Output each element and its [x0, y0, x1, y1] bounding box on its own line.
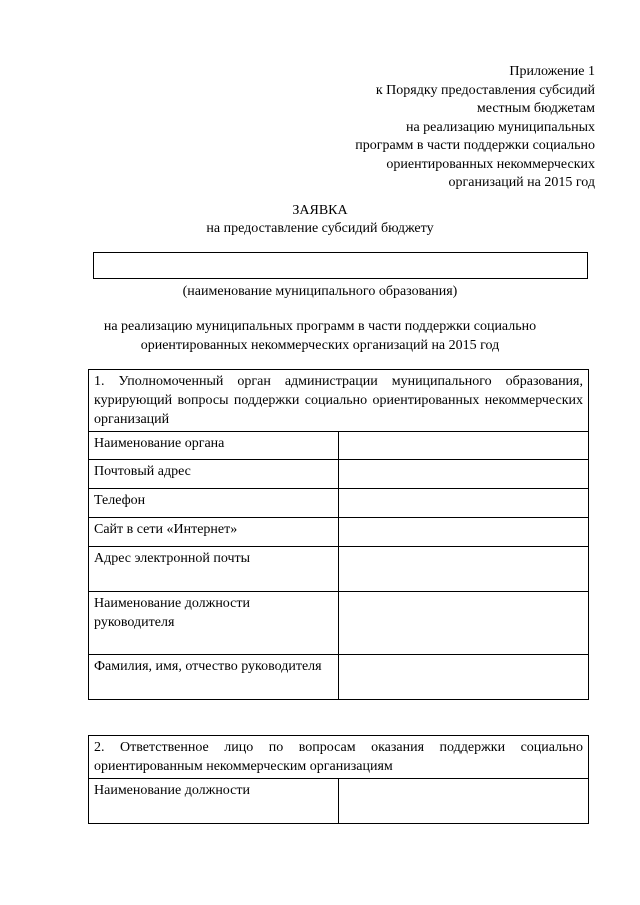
appendix-line: к Порядку предоставления субсидий	[375, 82, 595, 98]
municipality-field[interactable]	[93, 252, 588, 279]
section2-table	[88, 735, 589, 824]
purpose-line: на реализацию муниципальных программ в части поддержки социально	[103, 319, 537, 334]
position-field[interactable]	[339, 779, 589, 824]
purpose-line: ориентированных некоммерческих организаций на 2015 год	[140, 338, 500, 353]
row-label: Наименование должности руководителя	[89, 592, 339, 655]
document-title: ЗАЯВКА	[292, 203, 348, 218]
head-position-field[interactable]	[339, 592, 589, 655]
section1-header: 1. Уполномоченный орган администрации муниципального образования, курирующий вопросы поддержки социально ориентированных некоммерческих организаций	[89, 370, 589, 432]
appendix-line: ориентированных некоммерческих	[386, 156, 595, 172]
phone-field[interactable]	[339, 489, 589, 518]
row-label: Фамилия, имя, отчество руководителя	[89, 655, 339, 700]
appendix-line: Приложение 1	[509, 64, 595, 79]
postal-address-field[interactable]	[339, 460, 589, 489]
row-label: Наименование органа	[89, 432, 339, 460]
municipality-caption: (наименование муниципального образования)	[182, 284, 458, 299]
appendix-line: на реализацию муниципальных	[405, 119, 595, 135]
appendix-line: организаций на 2015 год	[448, 175, 595, 190]
row-label: Телефон	[89, 489, 339, 518]
website-field[interactable]	[339, 518, 589, 547]
row-label: Сайт в сети «Интернет»	[89, 518, 339, 547]
row-label: Наименование должности	[89, 779, 339, 824]
purpose-text	[0, 317, 640, 355]
row-label: Адрес электронной почты	[89, 547, 339, 592]
appendix-line: местным бюджетам	[476, 101, 595, 116]
document-subtitle: на предоставление субсидий бюджету	[206, 221, 434, 236]
head-fullname-field[interactable]	[339, 655, 589, 700]
email-field[interactable]	[339, 547, 589, 592]
appendix-line: программ в части поддержки социально	[355, 138, 595, 153]
appendix-block	[275, 63, 595, 193]
section1-table	[88, 369, 589, 700]
section2-header: 2. Ответственное лицо по вопросам оказания поддержки социально ориентированным некоммерческим организациям	[89, 736, 589, 779]
row-label: Почтовый адрес	[89, 460, 339, 489]
body-name-field[interactable]	[339, 432, 589, 460]
